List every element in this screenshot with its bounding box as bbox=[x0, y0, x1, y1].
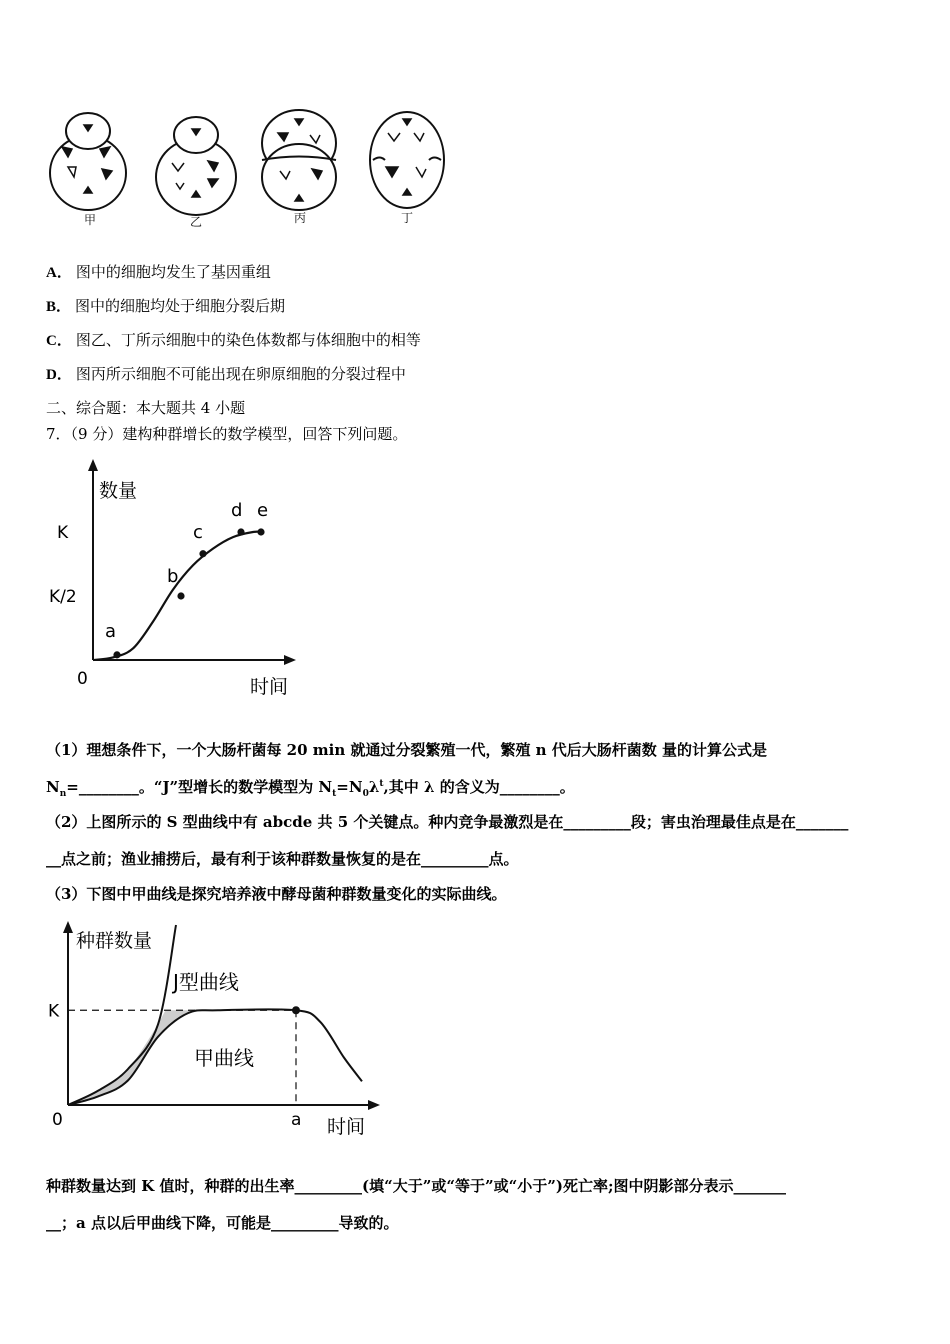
x-tick-label-a: a bbox=[291, 1110, 302, 1130]
y-tick-label: K/2 bbox=[49, 587, 77, 607]
curve-point-e bbox=[257, 528, 264, 535]
origin-label: 0 bbox=[52, 1110, 63, 1130]
y-axis-label: 数量 bbox=[99, 480, 138, 502]
origin-label: 0 bbox=[77, 669, 88, 689]
x-axis-label: 时间 bbox=[327, 1116, 366, 1138]
curve-point-b bbox=[177, 592, 184, 599]
curve-point-label-e: e bbox=[257, 500, 269, 521]
option-a: A． 图中的细胞均发生了基因重组 bbox=[46, 263, 271, 281]
cell-label-jia: 甲 bbox=[84, 213, 97, 227]
cell-label-yi: 乙 bbox=[190, 215, 203, 229]
curve-point-d bbox=[237, 528, 244, 535]
curve-point-label-d: d bbox=[231, 500, 243, 521]
curve-point-label-a: a bbox=[105, 620, 117, 642]
q2-line1: （2）上图所示的 S 型曲线中有 abcde 共 5 个关键点。种内竞争最激烈是在_________段；害虫治理最佳点是在_______ bbox=[46, 813, 849, 831]
cell-label-bing: 丙 bbox=[294, 211, 307, 225]
cell-label-ding: 丁 bbox=[401, 211, 414, 225]
x-axis-arrow bbox=[284, 655, 296, 665]
q3-answer-line2: __；a 点以后甲曲线下降，可能是_________导致的。 bbox=[46, 1214, 399, 1232]
option-b: B． 图中的细胞均处于细胞分裂后期 bbox=[46, 297, 286, 315]
q1-line2: $N_n=\_\_\_\_\_\_\_\_$。“J”型增长的数学模型为 $N_t=N_0\lambda^t$,其中 λ 的含义为________。 bbox=[46, 778, 575, 799]
y-axis-label: 种群数量 bbox=[76, 930, 153, 952]
y-tick-label-k: K bbox=[48, 1001, 60, 1022]
q3-line1: （3）下图中甲曲线是探究培养液中酵母菌种群数量变化的实际曲线。 bbox=[46, 885, 507, 903]
cell-division-figure bbox=[40, 105, 450, 230]
curve-point-c bbox=[199, 550, 206, 557]
s-curve-chart bbox=[40, 455, 310, 705]
shaded-region bbox=[68, 1010, 206, 1105]
section-title: 二、综合题：本大题共 4 小题 bbox=[46, 399, 246, 417]
option-c: C． 图乙、丁所示细胞中的染色体数都与体细胞中的相等 bbox=[46, 331, 421, 349]
y-axis-arrow bbox=[63, 921, 73, 933]
x-axis-arrow bbox=[368, 1100, 380, 1110]
y-axis-arrow bbox=[88, 459, 98, 471]
x-axis-label: 时间 bbox=[250, 676, 289, 698]
j-vs-jia-curve-chart bbox=[40, 915, 400, 1145]
j-curve-annotation: J型曲线 bbox=[173, 970, 239, 994]
q3-answer-line1: 种群数量达到 K 值时，种群的出生率_________(填“大于”或“等于”或“小于”)死亡率;图中阴影部分表示_______ bbox=[46, 1177, 786, 1195]
point-a-marker bbox=[292, 1006, 300, 1014]
jia-curve-annotation: 甲曲线 bbox=[194, 1046, 254, 1070]
y-tick-label: K bbox=[57, 523, 69, 543]
question-7-stem: 7．（9 分）建构种群增长的数学模型，回答下列问题。 bbox=[46, 425, 408, 443]
curve-point-a bbox=[113, 651, 120, 658]
curve-point-label-c: c bbox=[193, 521, 203, 543]
q1-line1: （1）理想条件下，一个大肠杆菌每 20 min 就通过分裂繁殖一代，繁殖 n 代后大肠杆菌数 量的计算公式是 bbox=[46, 741, 768, 759]
curve-point-label-b: b bbox=[167, 566, 179, 587]
q2-line2: __点之前；渔业捕捞后，最有利于该种群数量恢复的是在_________点。 bbox=[46, 850, 519, 868]
option-d: D． 图丙所示细胞不可能出现在卵原细胞的分裂过程中 bbox=[46, 365, 406, 383]
